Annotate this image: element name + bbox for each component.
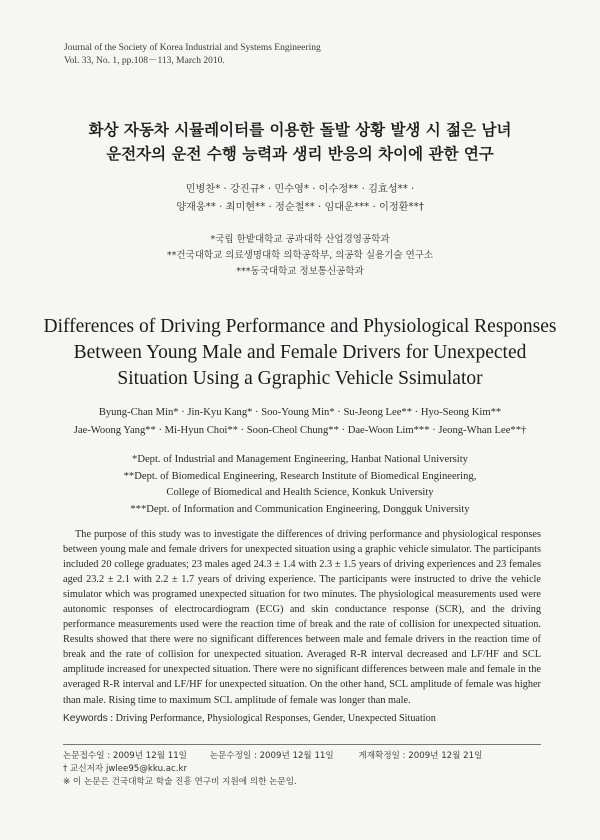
english-title [0,314,600,392]
journal-volume: Vol. 33, No. 1, pp.108－113, March 2010. [64,56,225,66]
korean-title [0,118,600,166]
english-title-line-3: Situation Using a Ggraphic Vehicle Ssimulator [117,368,483,389]
revised-date: 논문수정일 : 2009년 12월 11일 [209,751,334,761]
english-authors-line-1: Byung-Chan Min* · Jin-Kyu Kang* · Soo-Young Min* · Su-Jeong Lee** · Hyo-Seong Kim** [98,407,502,418]
korean-authors [0,181,600,217]
korean-title-line-1: 화상 자동차 시뮬레이터를 이용한 돌발 상황 발생 시 젊은 남녀 [88,121,512,139]
abstract-text: The purpose of this study was to investigate the differences of driving performance and physiological responses between young male and female drivers for unexpected situation using a graphic vehicle simulator. The participants included 20 college graduates; 23 males aged 24.3 ± 1.4 with 2.3 ± 1.5 years of driving experiences and 23 females aged 23.2 ± 2.1 with 2.2 ± 1.7 years of driving experience. The participants were instructed to drive the vehicle simulator which was programed unexpected situation for two minutes. The physiological measurements used were autonomic responses of electrocardiogram (ECG) and skin conductance response (SCR), and the driving performance measurements used were the reaction time of break and the rate of collision for unexpected situation. Results showed that there were no significant differences between male and female drivers in the reaction time of break and the rate of collision for unexpected situation. Averaged R-R interval decreased and LF/HF and SCL amplitude increased for unexpected situation. There were no significant differences between male and female in the averaged R-R interval and LF/HF for unexpected situation. On the other hand, SCL amplitude of female was higher than male. Rising time to maximum SCL amplitude of female was longer than male. [63,529,541,706]
english-affiliation-2: **Dept. of Biomedical Engineering, Research Institute of Biomedical Engineering, [123,470,477,482]
korean-authors-line-2: 양재웅** · 최미현** · 정순철** · 임대운*** · 이정환**† [176,202,424,213]
keywords-text: : Driving Performance, Physiological Responses, Gender, Unexpected Situation [110,713,436,724]
english-title-line-2: Between Young Male and Female Drivers for Unexpected [73,342,527,363]
english-affiliation-3: College of Biomedical and Health Science, Konkuk University [166,487,434,498]
keywords [63,713,436,724]
received-date: 논문접수일 : 2009년 12월 11일 [63,751,187,761]
footnote-divider [63,744,541,745]
english-affiliation-4: ***Dept. of Information and Communication Engineering, Dongguk University [130,503,470,515]
footnotes [63,750,482,789]
english-title-line-1: Differences of Driving Performance and Physiological Responses [43,316,557,337]
korean-affiliations [0,232,600,280]
english-authors-line-2: Jae-Woong Yang** · Mi-Hyun Choi** · Soon-Cheol Chung** · Dae-Woon Lim*** · Jeong-Whan Lee**† [73,425,527,436]
keywords-label: Keywords [63,713,108,724]
accepted-date: 게재확정일 : 2009년 12월 21일 [358,751,483,761]
english-affiliation-1: *Dept. of Industrial and Management Engineering, Hanbat National University [132,454,468,465]
journal-header [64,42,321,68]
korean-affiliation-3: ***동국대학교 정보통신공학과 [236,266,364,277]
journal-name: Journal of the Society of Korea Industrial and Systems Engineering [64,43,321,53]
korean-affiliation-1: *국립 한밭대학교 공과대학 산업경영공학과 [210,234,390,245]
abstract [63,527,541,708]
korean-authors-line-1: 민병찬* · 강진규* · 민수영* · 이수정** · 김효성** · [185,184,415,195]
corresponding-author: † 교신저자 jwlee95@kku.ac.kr [63,764,187,774]
english-affiliations [0,452,600,518]
funding-note: ※ 이 논문은 건국대학교 학술 진흥 연구비 지원에 의한 논문임. [63,777,297,787]
korean-affiliation-2: **건국대학교 의료생명대학 의학공학부, 의공학 실용기술 연구소 [166,250,434,261]
english-authors [0,404,600,440]
submission-dates [63,750,482,763]
korean-title-line-2: 운전자의 운전 수행 능력과 생리 반응의 차이에 관한 연구 [106,145,494,163]
